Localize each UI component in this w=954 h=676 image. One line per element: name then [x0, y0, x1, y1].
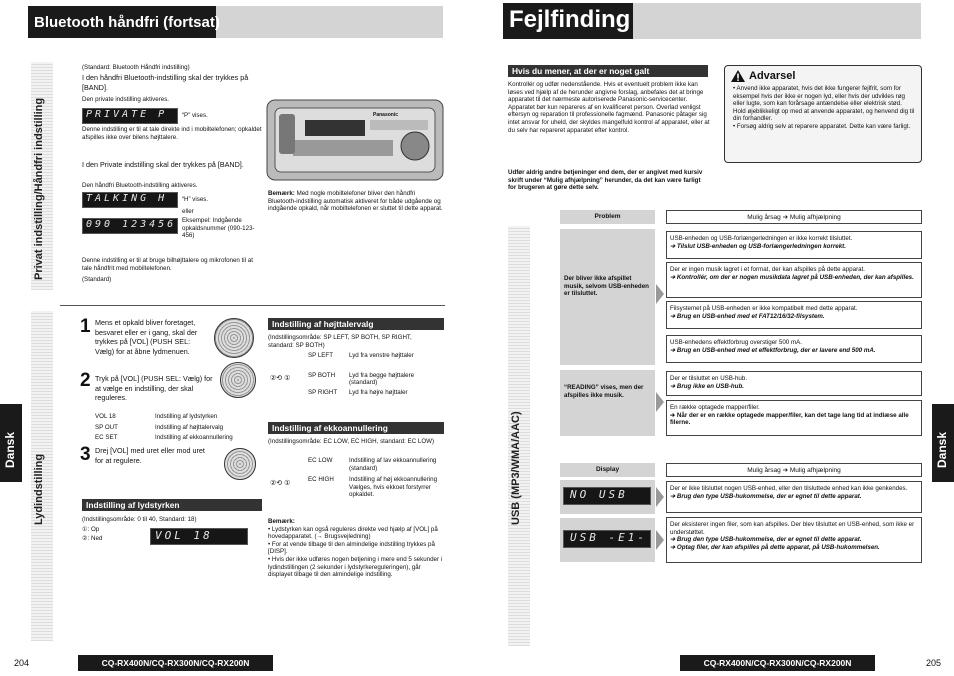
- fix-text: ➔ Optag filer, der kan afspilles på dette apparat, på USB-hukommelsen.: [670, 543, 880, 551]
- option-desc: Lyd fra højre højttaler: [349, 388, 408, 396]
- model-footer-left: CQ-RX400N/CQ-RX300N/CQ-RX200N: [78, 655, 273, 671]
- cause-text: USB-enhedens effektforbrug overstiger 500 mA.: [670, 339, 802, 346]
- remark-item: • Hvis der ikke udføres nogen betjening i mere end 5 sekunder i lydindstillingen (2 sekunder i lydstyrkereguleringen), går displayet tilbage til den almindelige indstilling.: [268, 555, 443, 579]
- dansk-label-left: Dansk: [3, 431, 17, 468]
- menu-code: VOL 18: [95, 413, 116, 420]
- menu-desc: Indstilling af ekkoannullering: [155, 434, 233, 442]
- cause-text: Filsystemet på USB-enheden er ikke kompatibelt med dette apparat.: [670, 305, 858, 312]
- remedy-cell: [666, 262, 922, 298]
- speaker-section-bar: Indstilling af højttalervalg: [268, 318, 444, 330]
- fix-text: ➔ Brug den type USB-hukommelse, der er egnet til dette apparat.: [670, 492, 862, 500]
- speaker-options: [308, 352, 444, 396]
- side-label-private: Privat indstilling/Håndfri indstilling: [33, 97, 45, 280]
- option-code: SP RIGHT: [308, 388, 338, 396]
- handsfree-activated: Den håndfri Bluetooth-indstilling aktiveres.: [82, 182, 198, 189]
- example-note: Eksempel: Indgående opkaldsnummer (090-123-456): [182, 217, 255, 240]
- problem-1-text: Der bliver ikke afspillet musik, selvom USB-enheden er tilsluttet.: [564, 275, 649, 298]
- arrow-icon: [656, 530, 664, 550]
- lcd-volume: VOL 18: [150, 528, 248, 545]
- option-code: EC LOW: [308, 457, 333, 464]
- remedy-cell: [666, 400, 922, 436]
- volume-section-bar: Indstilling af lydstyrken: [82, 499, 262, 511]
- sound-menu-list: [95, 413, 265, 442]
- remedy-cell: [666, 335, 922, 363]
- warning-icon: [731, 70, 745, 82]
- left-header-title-box: [28, 6, 220, 38]
- remedy-cell: [666, 371, 922, 396]
- remark-item: • Lydstyrken kan også reguleres direkte ved hjælp af [VOL] på hovedapparatet. (→ Brugsvejledning): [268, 525, 438, 541]
- right-header-title-box: [503, 3, 633, 39]
- volume-up: ①: Op: [82, 526, 100, 533]
- fix-text: ➔ Brug ikke en USB-hub.: [670, 382, 744, 390]
- p-shown-note: “P” vises.: [182, 112, 208, 119]
- arrow-icon: [656, 392, 664, 412]
- remark-label: Bemærk:: [268, 190, 295, 197]
- lcd-private: PRIVATE P: [82, 108, 178, 124]
- standard-note: (Standard: Bluetooth Håndfri indstilling): [82, 64, 190, 71]
- handsfree-description: Denne indstilling er til at bruge bilhøjttalere og mikrofonen til at tale håndfrit med mobiltelefonen.: [82, 257, 253, 272]
- step-1-number: 1: [80, 316, 91, 337]
- left-page-title: Bluetooth håndfri (fortsat): [34, 14, 220, 31]
- problem-1-cell: [560, 229, 655, 365]
- section-divider: [60, 305, 445, 306]
- standard-label: (Standard): [82, 276, 112, 283]
- step-3-number: 3: [80, 444, 91, 465]
- cause-text: Der er ingen musik lagret i et format, der kan afspilles på dette apparat.: [670, 266, 866, 273]
- volume-knob-icon: [214, 318, 254, 358]
- private-description: Denne indstilling er til at tale direkte ind i mobiltelefonen; opkaldet afspilles ikke over bilens højttalere.: [82, 126, 262, 141]
- step-2-number: 2: [80, 370, 91, 391]
- cause-text: Der eksisterer ingen filer, som kan afspilles. Der blev tilsluttet en USB-enhed, som ikke er understøttet.: [670, 521, 915, 536]
- side-label-sound: Lydindstilling: [33, 453, 45, 525]
- option-desc: Lyd fra venstre højttaler: [349, 352, 414, 359]
- warning-header: [725, 66, 921, 82]
- echo-options: [308, 457, 444, 499]
- troubleshoot-intro-bold: Udfør aldrig andre betjeninger end dem, der er angivet med kursiv skrift under “Mulig afhjælpning” herunder, da det kan være farligt for brugeren at gøre dette selv.: [508, 169, 703, 192]
- problem-column-header: Problem: [560, 210, 655, 224]
- warning-box: [724, 65, 922, 163]
- volume-knob-icon: [220, 362, 256, 398]
- remarks-label: Bemærk:: [268, 518, 295, 525]
- troubleshoot-intro: Kontrollér og udfør nedenstående. Hvis et eventuelt problem ikke kan løses ved hjælp af de herunder angivne forslag, anbefales det at bringe apparatet til det nærmeste autoriserede Panasonic-servicecenter. Apparatet bør kun repareres af en kvalificeret person. Overlad venligst eftersyn og reparation til professionelle fagmænd. Panasonic påtager sig intet ansvar for uheld, der skyldes mangelfuld kontrol af apparatet, eller at du selv har repareret apparatet efter kontrol.: [508, 81, 710, 134]
- fix-text: ➔ Brug den type USB-hukommelse, der er egnet til dette apparat.: [670, 536, 862, 544]
- problem-2-cell: [560, 370, 655, 436]
- display-1-cell: [560, 480, 655, 514]
- menu-code: EC SET: [95, 434, 118, 442]
- press-band-instruction-1: I den håndfri Bluetooth-indstilling skal der trykkes på [BAND].: [82, 73, 249, 92]
- remedy-column-header: Mulig årsag ➔ Mulig afhjælpning: [666, 463, 922, 477]
- speaker-range: (Indstillingsområde: SP LEFT, SP BOTH, SP RIGHT, standard: SP BOTH): [268, 334, 412, 349]
- option-code: EC HIGH: [308, 476, 334, 484]
- menu-code: SP OUT: [95, 423, 118, 431]
- remedy-column-header: Mulig årsag ➔ Mulig afhjælpning: [666, 210, 922, 224]
- page-number-left: 204: [14, 658, 30, 668]
- warning-item: • Anvend ikke apparatet, hvis det ikke fungerer fejlfrit, som for eksempel hvis der ikke er nogen lyd, eller hvis der udvikles røg eller lugte, som kan forårsage antændelse eller elektrisk stød. Hold øjeblikkeligt op med at anvende apparatet, og henvend dig til din forhandler.: [733, 85, 915, 123]
- rotate-icon: ②⟲ ①: [270, 480, 291, 487]
- step-1-text: Mens et opkald bliver foretaget, besvaret eller er i gang, skal der trykkes på [VOL] (PUSH SEL: Vælg) for at åbne lydmenuen.: [95, 318, 198, 356]
- remedy-cell: [666, 231, 922, 259]
- right-page-title: Fejlfinding: [509, 6, 631, 33]
- device-brand-label: Panasonic: [373, 112, 399, 118]
- echo-range: (Indstillingsområde: EC LOW, EC HIGH, standard: EC LOW): [268, 438, 435, 445]
- car-stereo-illustration: [265, 96, 445, 184]
- lcd-no-usb: NO USB: [563, 487, 651, 505]
- h-shown-note: “H” vises.: [182, 196, 209, 203]
- echo-section-bar: Indstilling af ekkoannullering: [268, 422, 444, 434]
- remedy-cell: [666, 301, 922, 329]
- arrow-icon: [656, 284, 664, 304]
- or-text: eller: [182, 208, 194, 215]
- remedy-cell: [666, 517, 922, 563]
- problem-2-text: “READING” vises, men der afspilles ikke musik.: [564, 384, 644, 399]
- lcd-usb-error: USB -E1-: [563, 530, 651, 548]
- volume-knob-icon: [224, 448, 256, 480]
- fix-text: ➔ Når der er en række optagede mapper/filer, kan det tage lang tid at indlæse alle filerne.: [670, 411, 909, 427]
- option-desc: Lyd fra begge højttalere (standard): [349, 371, 415, 387]
- private-activated: Den private indstilling aktiveres.: [82, 96, 170, 103]
- warning-title: Advarsel: [749, 70, 796, 82]
- option-desc: Indstilling af høj ekkoannullering Vælges, hvis ekkoet forstyrrer opkaldet.: [349, 476, 438, 499]
- cause-text: Der er ikke tilsluttet nogen USB-enhed, eller den tilsluttede enhed kan ikke genkendes.: [670, 485, 908, 492]
- sound-remarks: [268, 518, 444, 579]
- fix-text: ➔ Brug en USB-enhed med et effektforbrug, der er lavere end 500 mA.: [670, 346, 876, 354]
- fix-text: ➔ Tilslut USB-enheden og USB-forlængerledningen korrekt.: [670, 242, 846, 250]
- warning-item: • Forsøg aldrig selv at reparere apparatet. Dette kan være farligt.: [733, 122, 911, 130]
- rotate-icon: ②⟲ ①: [270, 375, 291, 382]
- display-2-cell: [560, 518, 655, 562]
- fix-text: ➔ Brug en USB-enhed med et FAT12/16/32-filsystem.: [670, 312, 825, 320]
- cause-text: USB-enheden og USB-forlængerledningen er ikke korrekt tilsluttet.: [670, 235, 853, 242]
- option-code: SP BOTH: [308, 371, 336, 379]
- fix-text: ➔ Kontrollér, om der er nogen musikdata lagret på USB-enheden, der kan afspilles.: [670, 273, 914, 281]
- troubleshoot-section-bar: Hvis du mener, at der er noget galt: [508, 65, 708, 77]
- step-3-text: Drej [VOL] med uret eller mod uret for at regulere.: [95, 446, 205, 465]
- dansk-label-right: Dansk: [935, 431, 949, 468]
- cause-text: Der er tilsluttet en USB-hub.: [670, 375, 748, 382]
- press-band-instruction-2: I den Private indstilling skal der trykkes på [BAND].: [82, 160, 244, 169]
- arrow-icon: [656, 487, 664, 507]
- option-desc: Indstilling af lav ekkoannullering (standard): [349, 457, 437, 472]
- page-number-right: 205: [926, 658, 942, 668]
- warning-list: [725, 82, 921, 131]
- lcd-incoming-number: 090 123456: [82, 218, 178, 234]
- side-label-usb: USB (MP3/WMA/AAC): [510, 411, 522, 525]
- cause-text: En række optagede mapper/filer.: [670, 404, 760, 411]
- option-code: SP LEFT: [308, 352, 333, 359]
- volume-range: (Indstillingsområde: 0 til 40, Standard: 18): [82, 516, 197, 523]
- remedy-cell: [666, 481, 922, 513]
- model-footer-right: CQ-RX400N/CQ-RX300N/CQ-RX200N: [680, 655, 875, 671]
- remark-item: • For at vende tilbage til den almindelige indstilling trykkes på [DISP].: [268, 540, 435, 556]
- step-2-text: Tryk på [VOL] (PUSH SEL: Vælg) for at vælge en indstilling, der skal reguleres.: [95, 374, 213, 403]
- lcd-talking: TALKING H: [82, 192, 178, 208]
- private-remark: [268, 190, 443, 213]
- menu-desc: Indstilling af højttalervalg: [155, 423, 224, 431]
- display-column-header: Display: [560, 463, 655, 477]
- remark-text: Med nogle mobiltelefoner bliver den håndfri Bluetooth-indstilling automatisk aktiveret for både udgående og indgående opkald, når mobiltelefonen er sluttet til dette apparat.: [268, 190, 443, 213]
- menu-desc: Indstilling af lydstyrken: [155, 413, 218, 420]
- volume-down: ②: Ned: [82, 535, 103, 542]
